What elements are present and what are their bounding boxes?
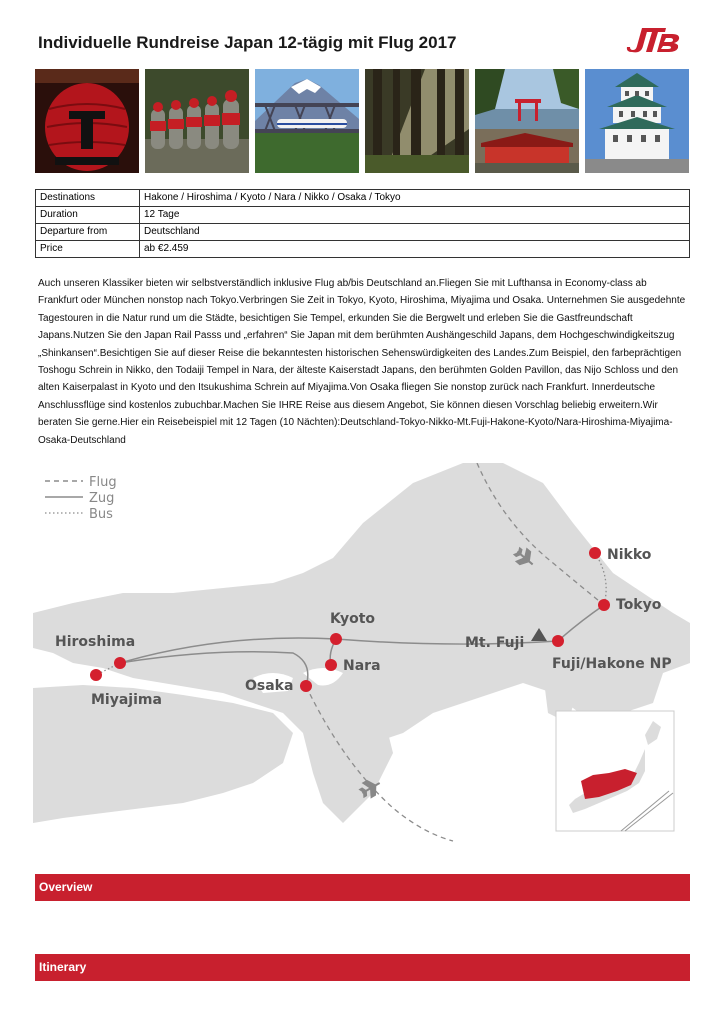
row-label: Price: [36, 241, 140, 258]
label-nara: Nara: [343, 658, 381, 674]
shrine-photo: [475, 69, 579, 173]
label-kyoto: Kyoto: [330, 611, 376, 627]
legend-bus: Bus: [89, 507, 113, 522]
legend-train: Zug: [89, 491, 115, 506]
jtb-logo: [624, 22, 684, 58]
row-value: Hakone / Hiroshima / Kyoto / Nara / Nikko / Osaka / Tokyo: [140, 190, 690, 207]
label-fuji: Mt. Fuji: [465, 635, 525, 651]
fuji-train-photo: [255, 69, 359, 173]
label-hiroshima: Hiroshima: [55, 634, 136, 650]
trip-info-table: [35, 189, 690, 258]
page-title: Individuelle Rundreise Japan 12-tägig mit Flug 2017: [38, 33, 457, 52]
table-row: [36, 224, 690, 241]
marker-osaka: [300, 680, 312, 692]
row-label: Duration: [36, 207, 140, 224]
itinerary-header: Itinerary: [35, 954, 690, 981]
row-value: Deutschland: [140, 224, 690, 241]
table-row: [36, 190, 690, 207]
table-row: [36, 241, 690, 258]
label-hakone: Fuji/Hakone NP: [552, 656, 672, 672]
cedar-forest-photo: [365, 69, 469, 173]
overview-header: Overview: [35, 874, 690, 901]
marker-hiroshima: [114, 657, 126, 669]
label-tokyo: Tokyo: [616, 597, 662, 613]
marker-nikko: [589, 547, 601, 559]
label-miyajima: Miyajima: [91, 692, 162, 708]
lantern-photo: [35, 69, 139, 173]
table-row: [36, 207, 690, 224]
castle-photo: [585, 69, 689, 173]
marker-hakone: [552, 635, 564, 647]
trip-description: Auch unseren Klassiker bieten wir selbstverständlich inklusive Flug ab/bis Deutschland an.Fliegen Sie mit Lufthansa in Economy-class ab Frankfurt oder München nonstop nach Tokyo.Verbringen Sie Zeit in Tokyo, Kyoto, Hiroshima, Miyajima und Osaka. Unternehmen Sie ausgedehnte Tagestouren in die Natur rund um die Städte, besichtigen Sie Tempel, erkunden Sie die Bergwelt und erleben Sie die Gastfreundschaft Japans.Nutzen Sie den Japan Rail Passs und „erfahren“ Sie Japan mit dem berühmten Aushängeschild Japans, dem Hochgeschwindigkeitszug „Shinkansen“.Besichtigen Sie auf dieser Reise die bekanntesten historischen Sehenswürdigkeiten des Landes.Zum Beispiel, den farbeprächtigen Toshogu Schrein in Nikko, den Todaiji Tempel in Nara, der älteste Kaiserstadt Japans, den berühmten Golden Pavillon, das Nijo Schloss und den alten Kaiserpalast in Kyoto und den Itsukushima Schrein auf Miyajima.Von Osaka fliegen Sie nonstop zurück nach Frankfurt. Innerdeutsche Anschlussflüge sind kostenlos zubuchbar.Machen Sie IHRE Reise aus diesem Angebot, Sie können diesen Vorschlag beliebig erweitern.Wir beraten Sie gerne.Hier ein Reisebeispiel mit 12 Tagen (10 Nächten):Deutschland-Tokyo-Nikko-Mt.Fuji-Hakone-Kyoto/Nara-Hiroshima-Miyajima-Osaka-Deutschland: [38, 278, 686, 446]
row-label: Departure from: [36, 224, 140, 241]
jizo-statues-photo: [145, 69, 249, 173]
legend-flight: Flug: [89, 475, 117, 490]
row-label: Destinations: [36, 190, 140, 207]
inset-map: [556, 711, 674, 831]
marker-tokyo: [598, 599, 610, 611]
row-value: ab €2.459: [140, 241, 690, 258]
route-map: [33, 463, 690, 843]
row-value: 12 Tage: [140, 207, 690, 224]
marker-nara: [325, 659, 337, 671]
label-nikko: Nikko: [607, 547, 652, 563]
marker-kyoto: [330, 633, 342, 645]
label-osaka: Osaka: [245, 678, 294, 694]
marker-miyajima: [90, 669, 102, 681]
